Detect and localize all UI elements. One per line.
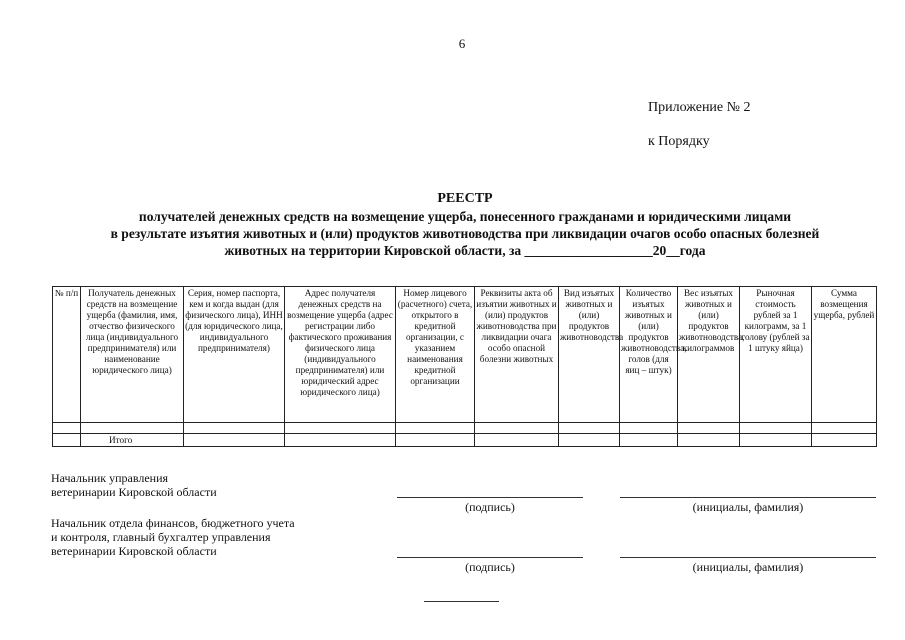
table-cell [53, 434, 81, 447]
header-cell: Вес изъятых животных и (или) продуктов животноводства, килограммов [678, 287, 740, 423]
total-row [53, 434, 877, 447]
table-cell[interactable] [475, 434, 559, 447]
header-cell: Серия, номер паспорта, кем и когда выдан (для физического лица), ИНН (для юридического лица, индивидуального предпринимателя) [184, 287, 285, 423]
signature-line [397, 497, 583, 498]
name-caption: (инициалы, фамилия) [692, 500, 804, 514]
header-cell: Адрес получателя денежных средств на возмещение ущерба (адрес регистрации либо фактического проживания физического лица (индивидуального предпринимателя) или юридический адрес юридического лица) [285, 287, 396, 423]
table-cell[interactable] [285, 423, 396, 434]
annex-number: Приложение № 2 [648, 100, 751, 115]
table-cell[interactable] [620, 423, 678, 434]
header-cell: Реквизиты акта об изъятии животных и (или) продуктов животноводства при ликвидации очага особо опасной болезни животных [475, 287, 559, 423]
table-cell[interactable] [559, 434, 620, 447]
table-cell[interactable] [559, 423, 620, 434]
total-label: Итого [81, 434, 184, 447]
annex-reference: к Порядку [648, 134, 710, 149]
signature-caption: (подпись) [465, 560, 515, 574]
name-line [620, 557, 876, 558]
header-cell: № п/п [53, 287, 81, 423]
table-cell[interactable] [184, 423, 285, 434]
table-row [53, 423, 877, 434]
header-cell: Получатель денежных средств на возмещение ущерба (фамилия, имя, отчество физического лица (индивидуального предпринимателя) или наименование юридического лица) [81, 287, 184, 423]
signatory-head-line: ветеринарии Кировской области [51, 485, 217, 499]
document-title [60, 190, 870, 259]
signatory-finance-line: Начальник отдела финансов, бюджетного учета [51, 516, 295, 530]
header-cell: Количество изъятых животных и (или) продуктов животноводства, голов (для яиц – штук) [620, 287, 678, 423]
title-main: РЕЕСТР [437, 191, 493, 206]
table-cell[interactable] [475, 423, 559, 434]
table-cell[interactable] [678, 423, 740, 434]
table-cell[interactable] [678, 434, 740, 447]
page-number: 6 [458, 36, 466, 51]
signatory-finance-line: ветеринарии Кировской области [51, 544, 217, 558]
name-caption: (инициалы, фамилия) [692, 560, 804, 574]
table-cell[interactable] [740, 423, 812, 434]
table-cell[interactable] [285, 434, 396, 447]
header-cell: Вид изъятых животных и (или) продуктов животноводства [559, 287, 620, 423]
signature-caption: (подпись) [465, 500, 515, 514]
registry-table [52, 286, 877, 447]
signatory-finance-line: и контроля, главный бухгалтер управления [51, 530, 271, 544]
table-cell[interactable] [812, 423, 877, 434]
signatory-head-line: Начальник управления [51, 471, 169, 485]
header-cell: Сумма возмещения ущерба, рублей [812, 287, 877, 423]
signature-line [397, 557, 583, 558]
title-line-1: получателей денежных средств на возмещение ущерба, понесенного гражданами и юридическими лицами [138, 209, 792, 224]
title-line-2: в результате изъятия животных и (или) продуктов животноводства при ликвидации очагов особо опасных болезней [110, 226, 820, 241]
header-cell: Номер лицевого (расчетного) счета, открытого в кредитной организации, с указанием наименования кредитной организации [396, 287, 475, 423]
table-cell[interactable] [740, 434, 812, 447]
title-line-3: животных на территории Кировской области, за ___________________20__года [224, 243, 706, 258]
signatory-finance [51, 516, 295, 558]
table-header-row [53, 287, 877, 423]
header-cell: Рыночная стоимость рублей за 1 килограмм, за 1 голову (рублей за 1 штуку яйца) [740, 287, 812, 423]
table-cell[interactable] [53, 423, 81, 434]
closing-divider [424, 601, 499, 602]
name-line [620, 497, 876, 498]
table-cell[interactable] [812, 434, 877, 447]
table-cell[interactable] [396, 423, 475, 434]
signatory-head [51, 471, 217, 499]
table-cell[interactable] [620, 434, 678, 447]
table-cell[interactable] [81, 423, 184, 434]
table-cell[interactable] [184, 434, 285, 447]
table-cell[interactable] [396, 434, 475, 447]
